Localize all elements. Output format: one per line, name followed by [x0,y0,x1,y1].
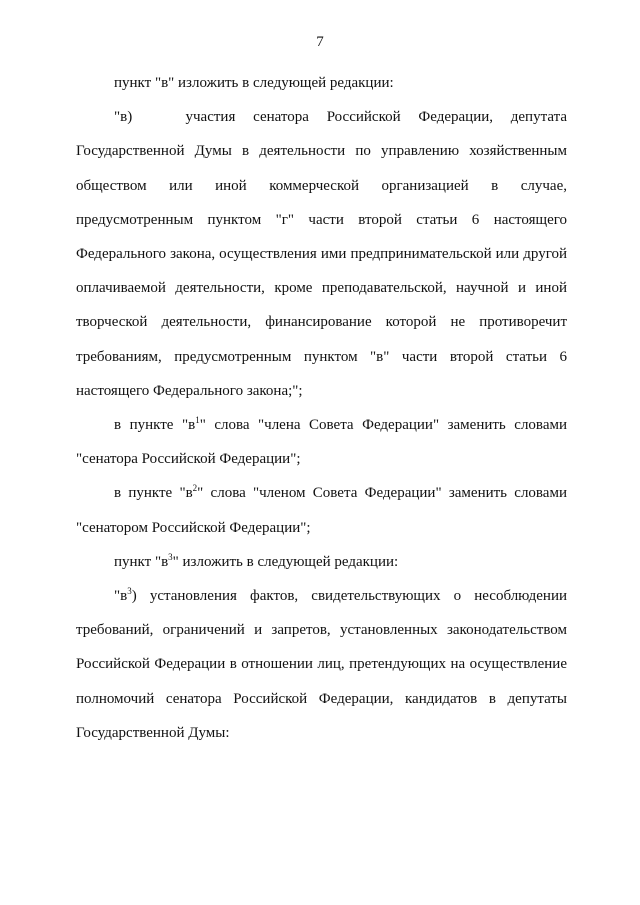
paragraph-4-text-after: " слова "членом Совета Федерации" заменить словами "сенатором Российской Федерации"; [76,485,567,536]
superscript-index: 3 [127,586,132,597]
paragraph-5-text-before: пункт "в [114,553,169,570]
paragraph-1: пункт "в" изложить в следующей редакции: [114,75,394,91]
page-number: 7 [316,34,324,50]
document-body [76,66,567,750]
paragraph-2: "в) участия сенатора Российской Федерации, депутата Государственной Думы в деятельности по управлению хозяйственным обществом или иной коммерческой организацией в случае, предусмотренным пунктом "г" части второй статьи 6 настоящего Федерального закона, осуществления ими предпринимательской или другой оплачиваемой деятельности, кроме преподавательской, научной и иной творческой деятельности, финансирование которой не противоречит требованиям, предусмотренным пунктом "в" части второй статьи 6 настоящего Федерального закона;"; [76,109,567,399]
paragraph-6 [76,579,567,750]
superscript-index: 1 [195,415,200,426]
paragraph-5-text-after: " изложить в следующей редакции: [172,553,399,570]
paragraph-4 [76,476,567,544]
paragraph-6-text-before: "в [114,588,128,605]
paragraph-6-text-after: ) установления фактов, свидетельствующих о несоблюдении требований, ограничений и запретов, установленных законодательством Российской Федерации в отношении лиц, претендующих на осуществление полномочий сенатора Российской Федерации, кандидатов в депутаты Государственной Думы: [76,588,567,741]
paragraph-5 [76,545,567,579]
superscript-index: 2 [192,483,198,494]
superscript-index: 3 [168,551,173,562]
paragraph-3-text-after: " слова "члена Совета Федерации" заменить словами "сенатора Российской Федерации"; [76,417,567,468]
paragraph-3-text-before: в пункте "в [114,417,196,434]
paragraph-3 [76,408,567,476]
paragraph-4-text-before: в пункте "в [114,485,193,502]
